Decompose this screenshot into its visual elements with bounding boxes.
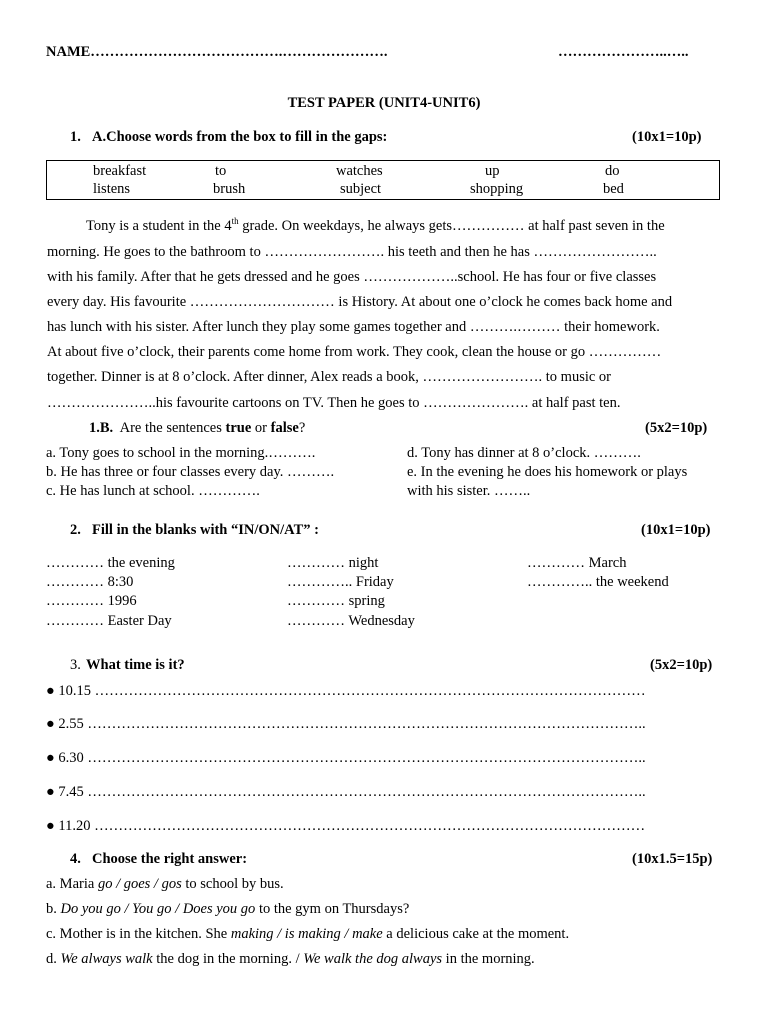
word-brush: brush xyxy=(213,181,246,197)
tf-item-a: a. Tony goes to school in the morning.………. xyxy=(46,445,316,461)
passage-line-4: every day. His favourite ………………………… is History. At about one o’clock he comes back home and xyxy=(47,294,673,310)
time-item: ● 10.15 …………………………………………………………………………………………………… xyxy=(46,683,646,699)
section1b-points: (5x2=10p) xyxy=(645,420,708,436)
tf-item-c: c. He has lunch at school. …………. xyxy=(46,483,260,499)
word-listens: listens xyxy=(93,181,131,197)
choice-item-d: d. We always walk the dog in the morning. / We walk the dog always in the morning. xyxy=(46,951,535,967)
blank-item: ………… the evening xyxy=(46,555,175,571)
section1a-heading: A.Choose words from the box to fill in the gaps: xyxy=(92,129,388,145)
blank-item: ………….. the weekend xyxy=(527,574,669,590)
section3-heading: What time is it? xyxy=(86,657,185,673)
word-watches: watches xyxy=(336,163,383,179)
name-field[interactable]: NAME………………………………….…………………. xyxy=(46,44,388,60)
word-subject: subject xyxy=(340,181,382,197)
time-item: ● 2.55 …………………………………………………………………………………………………….. xyxy=(46,716,646,732)
passage-line-5: has lunch with his sister. After lunch they play some games together and ……….……… their homework. xyxy=(47,319,660,335)
section1b-heading: 1.B. Are the sentences true or false? xyxy=(89,420,306,436)
blank-item: ………… March xyxy=(527,555,627,571)
passage-line-1: Tony is a student in the 4th grade. On weekdays, he always gets…………… at half past seven in the xyxy=(86,216,665,234)
blank-item: ………… Easter Day xyxy=(46,613,172,629)
tf-item-e: e. In the evening he does his homework or plays xyxy=(407,464,688,480)
section1a-number: 1. xyxy=(70,129,81,145)
passage-line-3: with his family. After that he gets dressed and he goes ………………..school. He has four or five classes xyxy=(47,269,657,285)
section2-number: 2. xyxy=(70,522,81,538)
blank-item: ………… night xyxy=(287,555,379,571)
blank-item: ………… 8:30 xyxy=(46,574,134,590)
choice-item-c: c. Mother is in the kitchen. She making / is making / make a delicious cake at the moment. xyxy=(46,926,570,942)
passage-line-2: morning. He goes to the bathroom to ……………………. his teeth and then he has …………………….. xyxy=(47,244,657,260)
section4-points: (10x1.5=15p) xyxy=(632,851,713,867)
word-box xyxy=(46,160,720,200)
time-item: ● 7.45 …………………………………………………………………………………………………….. xyxy=(46,784,646,800)
word-up: up xyxy=(485,163,500,179)
section4-number: 4. xyxy=(70,851,81,867)
choice-item-a: a. Maria go / goes / gos to school by bus. xyxy=(46,876,284,892)
tf-item-d: d. Tony has dinner at 8 o’clock. ………. xyxy=(407,445,641,461)
word-breakfast: breakfast xyxy=(93,163,147,179)
time-item: ● 11.20 …………………………………………………………………………………………………… xyxy=(46,818,646,834)
section3-points: (5x2=10p) xyxy=(650,657,713,673)
section3-number: 3. xyxy=(70,657,81,673)
word-shopping: shopping xyxy=(470,181,524,197)
tf-item-e-cont: with his sister. …….. xyxy=(407,483,531,499)
passage-line-7: together. Dinner is at 8 o’clock. After dinner, Alex reads a book, ……………………. to music or xyxy=(47,369,611,385)
section4-heading: Choose the right answer: xyxy=(92,851,248,867)
blank-item: ………… Wednesday xyxy=(287,613,415,629)
blank-item: ………… spring xyxy=(287,593,385,609)
word-bed: bed xyxy=(603,181,624,197)
section2-points: (10x1=10p) xyxy=(641,522,711,538)
section2-heading: Fill in the blanks with “IN/ON/AT” : xyxy=(92,522,319,538)
blank-item: ………… 1996 xyxy=(46,593,137,609)
word-do: do xyxy=(605,163,620,179)
passage-line-6: At about five o’clock, their parents come home from work. They cook, clean the house or go …………… xyxy=(47,344,662,360)
passage-line-8: …………………..his favourite cartoons on TV. Then he goes to …………………. at half past ten. xyxy=(47,395,621,411)
word-to: to xyxy=(215,163,227,179)
page-title: TEST PAPER (UNIT4-UNIT6) xyxy=(287,95,481,111)
tf-item-b: b. He has three or four classes every day. ………. xyxy=(46,464,335,480)
blank-item: ………….. Friday xyxy=(287,574,394,590)
class-field[interactable]: …………………..….. xyxy=(558,44,689,60)
section1a-points: (10x1=10p) xyxy=(632,129,702,145)
time-item: ● 6.30 …………………………………………………………………………………………………….. xyxy=(46,750,646,766)
choice-item-b: b. Do you go / You go / Does you go to the gym on Thursdays? xyxy=(46,901,410,917)
